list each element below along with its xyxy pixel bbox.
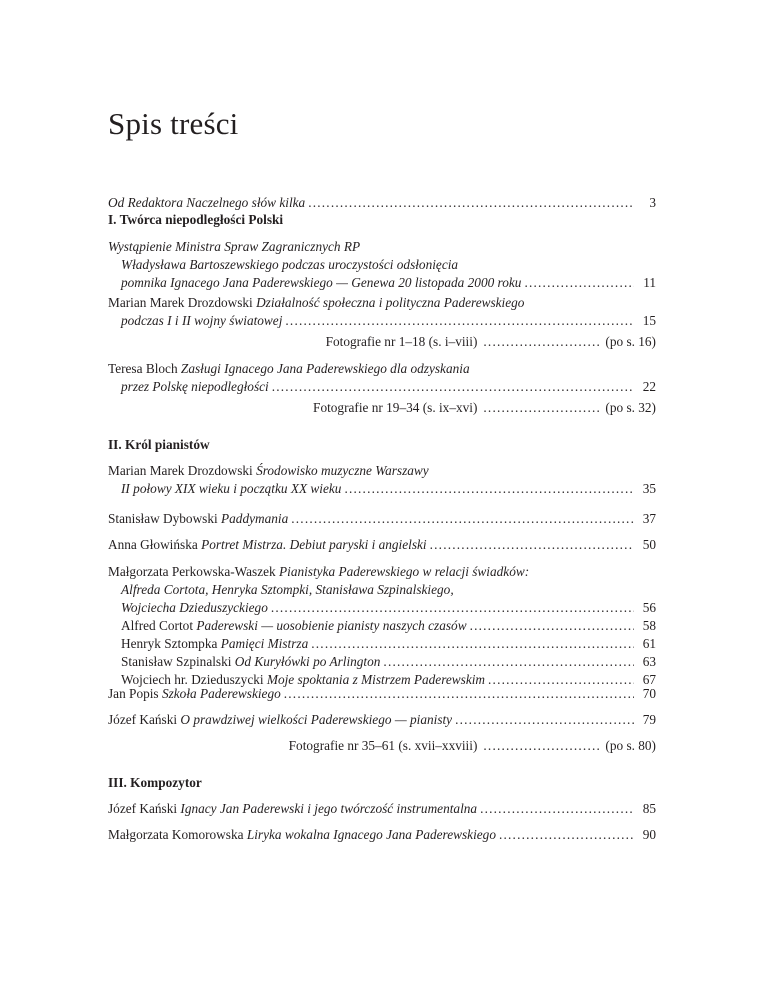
- photo-plates-page: (po s. 32): [605, 400, 656, 415]
- entry-title: Pamięci Mistrza: [220, 636, 309, 651]
- entry-title-line: Pianistyka Paderewskiego w relacji świadków:: [279, 564, 530, 579]
- dot-leader: [483, 333, 601, 351]
- toc-entry[interactable]: [108, 294, 656, 330]
- entry-author: Józef Kański: [108, 801, 178, 816]
- dot-leader: [284, 685, 634, 703]
- page-number: 90: [642, 827, 656, 842]
- page-number: 11: [643, 275, 656, 290]
- entry-title-line: podczas I i II wojny światowej: [121, 313, 283, 328]
- page-number: 67: [642, 672, 656, 687]
- entry-title-line: Działalność społeczna i polityczna Paderewskiego: [256, 295, 525, 310]
- toc-entry-preface[interactable]: [108, 194, 656, 212]
- dot-leader: [455, 711, 634, 729]
- photo-plates-page: (po s. 80): [605, 738, 656, 753]
- entry-author: Małgorzata Komorowska: [108, 827, 244, 842]
- page-title: Spis treści: [108, 106, 239, 141]
- page-number: 3: [649, 195, 656, 210]
- page-number: 58: [642, 618, 656, 633]
- section-heading-3: III. Kompozytor: [108, 775, 202, 790]
- page-number: 50: [642, 537, 656, 552]
- page-number: 37: [642, 511, 656, 526]
- dot-leader: [480, 800, 634, 818]
- entry-title: Ignacy Jan Paderewski i jego twórczość instrumentalna: [180, 801, 478, 816]
- photo-plates-text: Fotografie nr 19–34 (s. ix–xvi): [313, 400, 478, 415]
- entry-title: Od Kuryłówki po Arlington: [234, 654, 381, 669]
- entry-author: Anna Głowińska: [108, 537, 198, 552]
- entry-author: Alfred Cortot: [121, 618, 194, 633]
- photo-plates-text: Fotografie nr 1–18 (s. i–viii): [325, 334, 478, 349]
- page-number: 70: [642, 686, 656, 701]
- dot-leader: [285, 312, 634, 330]
- photo-plates-entry[interactable]: [313, 399, 656, 417]
- entry-author: Teresa Bloch: [108, 361, 178, 376]
- toc-subentry[interactable]: [108, 617, 656, 635]
- toc-subentry[interactable]: [108, 653, 656, 671]
- toc-entry[interactable]: [108, 711, 656, 729]
- dot-leader: [383, 653, 634, 671]
- photo-plates-text: Fotografie nr 35–61 (s. xvii–xxviii): [288, 738, 478, 753]
- toc-entry[interactable]: [108, 238, 656, 292]
- entry-author: Stanisław Dybowski: [108, 511, 218, 526]
- entry-title-line: Zasługi Ignacego Jana Paderewskiego dla odzyskania: [180, 361, 470, 376]
- page-number: 15: [642, 313, 656, 328]
- photo-plates-entry[interactable]: [326, 333, 656, 351]
- section-heading-2: II. Król pianistów: [108, 437, 210, 452]
- dot-leader: [291, 510, 634, 528]
- dot-leader: [271, 599, 634, 617]
- entry-title: Szkoła Paderewskiego: [161, 686, 281, 701]
- entry-title-line: pomnika Ignacego Jana Paderewskiego — Genewa 20 listopada 2000 roku: [121, 275, 522, 290]
- toc-entry[interactable]: [108, 563, 656, 689]
- section-heading-1: I. Twórca niepodległości Polski: [108, 212, 284, 227]
- photo-plates-page: (po s. 16): [605, 334, 656, 349]
- page-number: 85: [642, 801, 656, 816]
- entry-title-line: Wojciecha Dzieduszyckiego: [121, 600, 268, 615]
- dot-leader: [344, 480, 634, 498]
- toc-entry[interactable]: [108, 536, 656, 554]
- entry-title: Moje spoktania z Mistrzem Paderewskim: [266, 672, 486, 687]
- entry-author: Małgorzata Perkowska-Waszek: [108, 564, 276, 579]
- entry-title: Paddymania: [221, 511, 289, 526]
- entry-title-line: Środowisko muzyczne Warszawy: [256, 463, 429, 478]
- entry-author: Wojciech hr. Dzieduszycki: [121, 672, 264, 687]
- entry-author: Marian Marek Drozdowski: [108, 463, 253, 478]
- dot-leader: [499, 826, 634, 844]
- entry-author: Henryk Sztompka: [121, 636, 218, 651]
- dot-leader: [430, 536, 634, 554]
- dot-leader: [524, 274, 634, 292]
- toc-entry[interactable]: [108, 462, 656, 498]
- entry-title: Portret Mistrza. Debiut paryski i angielski: [201, 537, 427, 552]
- entry-title: Od Redaktora Naczelnego słów kilka: [108, 195, 306, 210]
- page-number: 63: [642, 654, 656, 669]
- toc-subentry[interactable]: [108, 635, 656, 653]
- entry-title: Liryka wokalna Ignacego Jana Paderewskiego: [246, 827, 496, 842]
- dot-leader: [483, 737, 601, 755]
- toc-entry[interactable]: [108, 685, 656, 703]
- dot-leader: [272, 378, 634, 396]
- entry-title-line: Alfreda Cortota, Henryka Sztompki, Stanisława Szpinalskiego,: [121, 582, 454, 597]
- dot-leader: [311, 635, 634, 653]
- entry-title: O prawdziwej wielkości Paderewskiego — pianisty: [180, 712, 453, 727]
- page-number: 22: [642, 379, 656, 394]
- toc-entry[interactable]: [108, 510, 656, 528]
- page-number: 61: [642, 636, 656, 651]
- dot-leader: [308, 194, 634, 212]
- page-number: 35: [642, 481, 656, 496]
- entry-title-line: przez Polskę niepodległości: [121, 379, 269, 394]
- toc-entry[interactable]: [108, 360, 656, 396]
- page-number: 79: [642, 712, 656, 727]
- entry-title: Paderewski — uosobienie pianisty naszych czasów: [196, 618, 467, 633]
- photo-plates-entry[interactable]: [289, 737, 656, 755]
- toc-entry[interactable]: [108, 800, 656, 818]
- page-number: 56: [642, 600, 656, 615]
- dot-leader: [483, 399, 601, 417]
- entry-author: Marian Marek Drozdowski: [108, 295, 253, 310]
- entry-author: Jan Popis: [108, 686, 159, 701]
- entry-author: Józef Kański: [108, 712, 178, 727]
- entry-author: Stanisław Szpinalski: [121, 654, 232, 669]
- toc-entry[interactable]: [108, 826, 656, 844]
- dot-leader: [470, 617, 634, 635]
- entry-title-line: II połowy XIX wieku i początku XX wieku: [121, 481, 342, 496]
- entry-title-line: Władysława Bartoszewskiego podczas uroczystości odsłonięcia: [121, 257, 459, 272]
- entry-title-line: Wystąpienie Ministra Spraw Zagranicznych RP: [108, 239, 361, 254]
